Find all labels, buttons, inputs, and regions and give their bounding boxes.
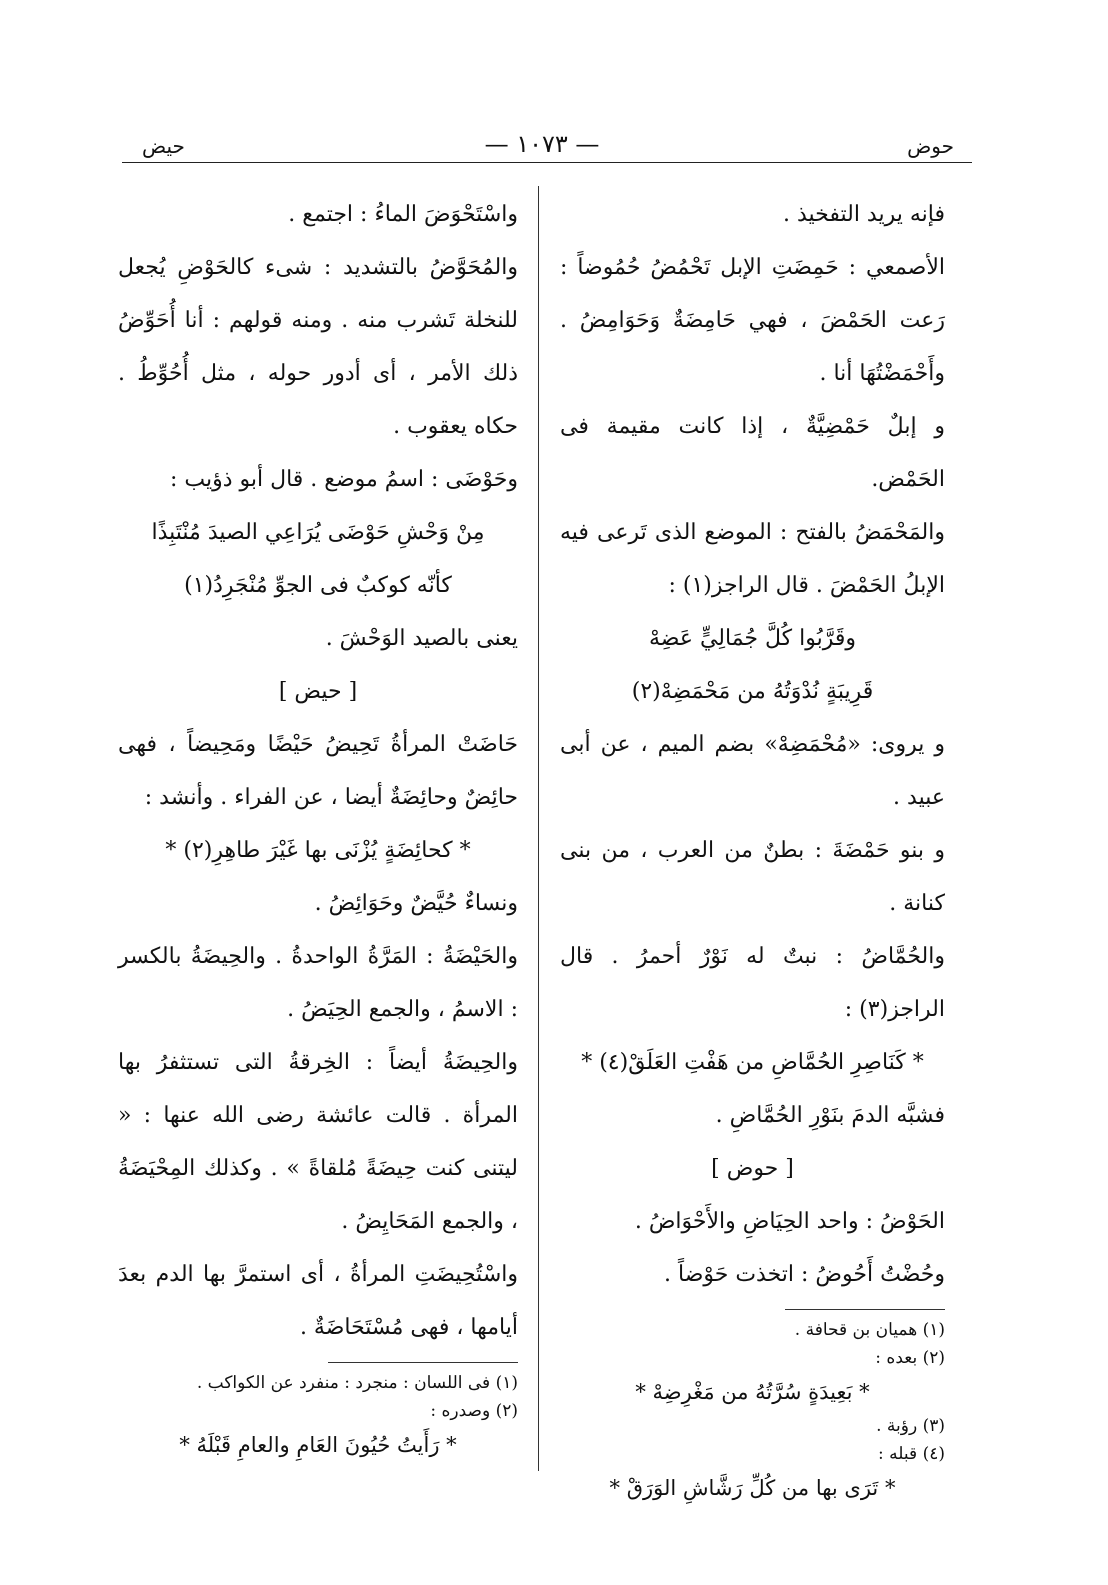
footnote-rule xyxy=(328,1362,518,1363)
left-column xyxy=(118,188,518,1465)
page-header xyxy=(122,128,962,164)
footnote-rule xyxy=(785,1309,945,1310)
text-paragraph: و يروى: «مُحْمَضِهْ» بضم الميم ، عن أبى عبيد . xyxy=(560,732,945,810)
text-paragraph: و بنو حَمْضَةَ : بطنٌ من العرب ، من بنى كنانة . xyxy=(560,838,945,916)
text-paragraph: و إبلٌ حَمْضِيَّةٌ ، إذا كانت مقيمة فى الحَمْض. xyxy=(560,414,945,492)
verse-line: * كَنَاصِرِ الحُمَّاضِ من هَفْتِ العَلَقْ(٤) * xyxy=(581,1050,924,1075)
verse-line: قَرِيبَةٍ نُدْوَتُهُ من مَحْمَضِهْ(٢) xyxy=(631,679,874,704)
text-paragraph: والحِيضَةُ أيضاً : الخِرقةُ التى تستثفرُ بها المرأة . قالت عائشة رضى الله عنها : « ليتنى كنت حِيضَةً مُلقاةً » . وكذلك المِحْيَضَةُ ، والجمع المَحَايِضُ . xyxy=(118,1050,518,1234)
text-paragraph: الأصمعي : حَمِضَتِ الإبل تَحْمُضُ حُمُوضاً : رَعت الحَمْضَ ، فهي حَامِضَةٌ وَحَوَامِضُ . وأَحْمَضْتُهَا أنا . xyxy=(560,255,945,386)
verse-line: * كحائِضَةٍ يُزْنَى بها غَيْرَ طاهِرِ(٢) * xyxy=(165,838,471,863)
text-line: يعنى بالصيد الوَحْشَ . xyxy=(325,626,518,651)
text-paragraph: واسْتُحِيضَتِ المرأةُ ، أى استمرَّ بها الدم بعدَ أيامها ، فهى مُسْتَحَاضَةٌ . xyxy=(118,1262,518,1340)
entry-heading: [ حيض ] xyxy=(278,679,358,704)
footnote: (١) هميان بن قحافة . xyxy=(794,1320,945,1340)
footnote: (٤) قبله : xyxy=(878,1444,945,1464)
text-paragraph: وحُضْتُ أَحُوضُ : اتخذت حَوْضاً . xyxy=(664,1262,945,1287)
text-paragraph: الحَوْضُ : واحد الحِيَاضِ والأَحْوَاضُ . xyxy=(634,1209,945,1234)
footnotes xyxy=(560,1316,945,1508)
footnote: (١) فى اللسان : منجرد : منفرد عن الكواكب . xyxy=(196,1373,518,1393)
page-number: — ١٠٧٣ — xyxy=(484,130,600,158)
column-divider xyxy=(538,186,539,1471)
text-paragraph: والحُمَّاضُ : نبتٌ له نَوْرٌ أحمرُ . قال الراجز(٣) : xyxy=(560,944,945,1022)
text-paragraph: والمُحَوَّضُ بالتشديد : شىء كالحَوْضِ يُجعل للنخلة تَشرب منه . ومنه قولهم : أنا أُحَوِّضُ ذلك الأمر ، أى أدور حوله ، مثل أُحُوِّطُ . حكاه يعقوب . xyxy=(118,255,518,439)
footnote-verse: * تَرَى بها من كُلِّ رَشَّاشِ الوَرَقْ * xyxy=(609,1476,896,1500)
text-paragraph: وحَوْضَى : اسمُ موضع . قال أبو ذؤيب : xyxy=(169,467,518,492)
footnote: (٢) بعده : xyxy=(875,1348,945,1368)
text-line: فشبَّه الدمَ بنَوْرِ الحُمَّاضِ . xyxy=(715,1103,945,1128)
verse-line: مِنْ وَحْشِ حَوْضَى يُرَاعِي الصيدَ مُنْتَبِذًا xyxy=(151,520,485,545)
footnotes xyxy=(118,1369,518,1465)
entry-heading: [ حوض ] xyxy=(711,1156,794,1181)
verse-line: وقَرَّبُوا كُلَّ جُمَالِيٍّ عَضِهْ xyxy=(648,626,857,651)
footnote: (٢) وصدره : xyxy=(430,1401,518,1421)
text-line: فإنه يريد التفخيذ . xyxy=(782,202,945,227)
text-paragraph: والمَحْمَضُ بالفتح : الموضع الذى تَرعى فيه الإبلُ الحَمْضَ . قال الراجز(١) : xyxy=(560,520,945,598)
header-entry-right: حوض xyxy=(907,134,954,158)
text-paragraph: حَاضَتْ المرأةُ تَحِيضُ حَيْضًا ومَحِيضاً ، فهى حائِضٌ وحائِضَةٌ أيضا ، عن الفراء . وأنشد : xyxy=(118,732,518,810)
header-rule xyxy=(122,162,972,163)
header-entry-left: حيض xyxy=(142,134,185,158)
footnote: (٣) رؤبة . xyxy=(876,1416,945,1436)
verse-line: كأنّه كوكبٌ فى الجوِّ مُنْجَرِدُ(١) xyxy=(184,573,452,598)
footnote-verse: * بَعِيدَةٍ سُرَّتُهُ من مَغْرِضِهْ * xyxy=(635,1380,870,1404)
text-line: واسْتَحْوَضَ الماءُ : اجتمع . xyxy=(288,202,518,227)
text-paragraph: ونساءٌ حُيَّضٌ وحَوَائِضُ . xyxy=(314,891,518,916)
right-column xyxy=(560,188,945,1508)
footnote-verse: * رَأَيتُ حُيُونَ العَامِ والعامِ قَبْلَهُ * xyxy=(179,1433,457,1457)
text-paragraph: والحَيْضَةُ : المَرَّةُ الواحدةُ . والحِيضَةُ بالكسر : الاسمُ ، والجمع الحِيَضُ . xyxy=(118,944,518,1022)
